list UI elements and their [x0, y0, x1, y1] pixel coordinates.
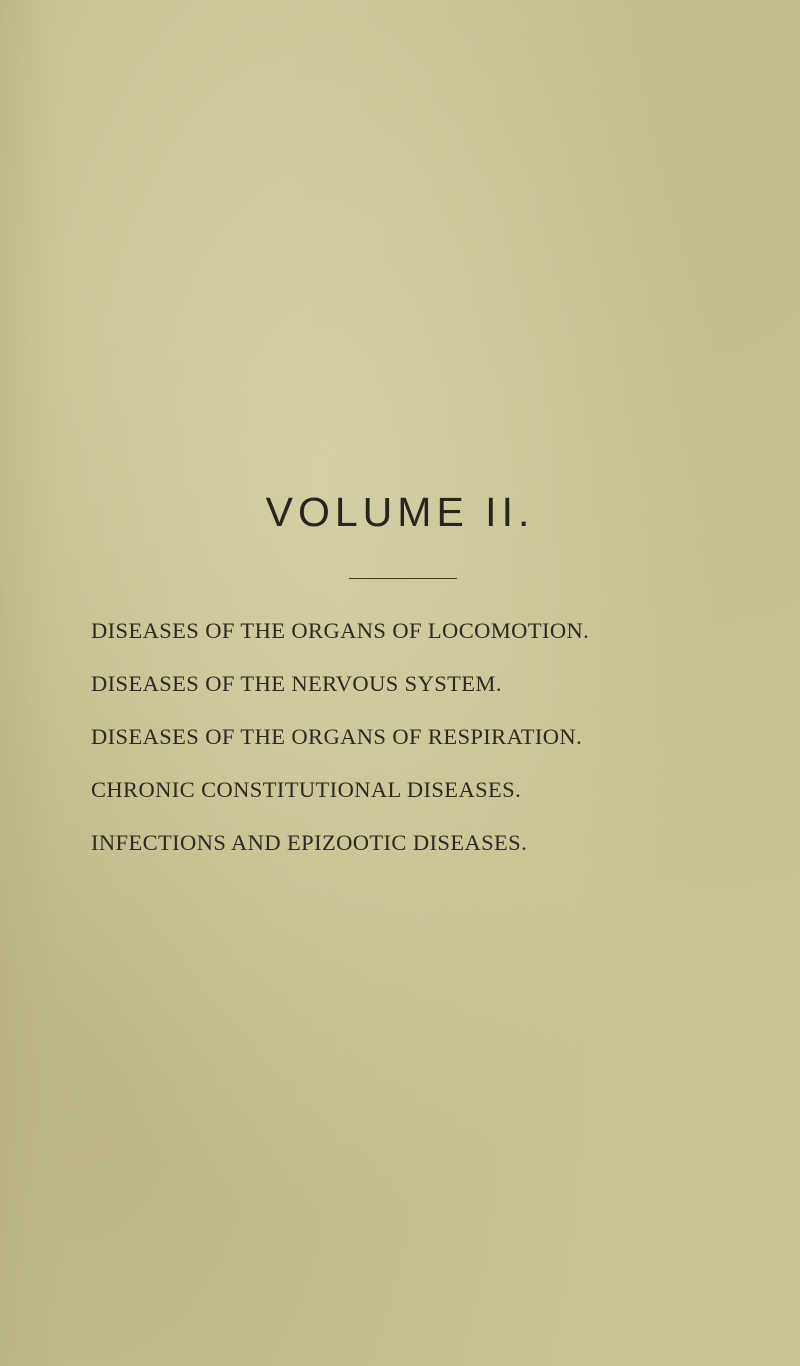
contents-item: DISEASES OF THE ORGANS OF LOCOMOTION. — [91, 618, 590, 643]
volume-title: VOLUME II. — [265, 489, 535, 535]
contents-item: DISEASES OF THE NERVOUS SYSTEM. — [91, 671, 502, 696]
contents-item: DISEASES OF THE ORGANS OF RESPIRATION. — [91, 724, 583, 749]
contents-item: CHRONIC CONSTITUTIONAL DISEASES. — [91, 777, 522, 802]
title-divider — [349, 578, 457, 579]
contents-item: INFECTIONS AND EPIZOOTIC DISEASES. — [91, 830, 528, 855]
contents-list — [91, 620, 781, 885]
